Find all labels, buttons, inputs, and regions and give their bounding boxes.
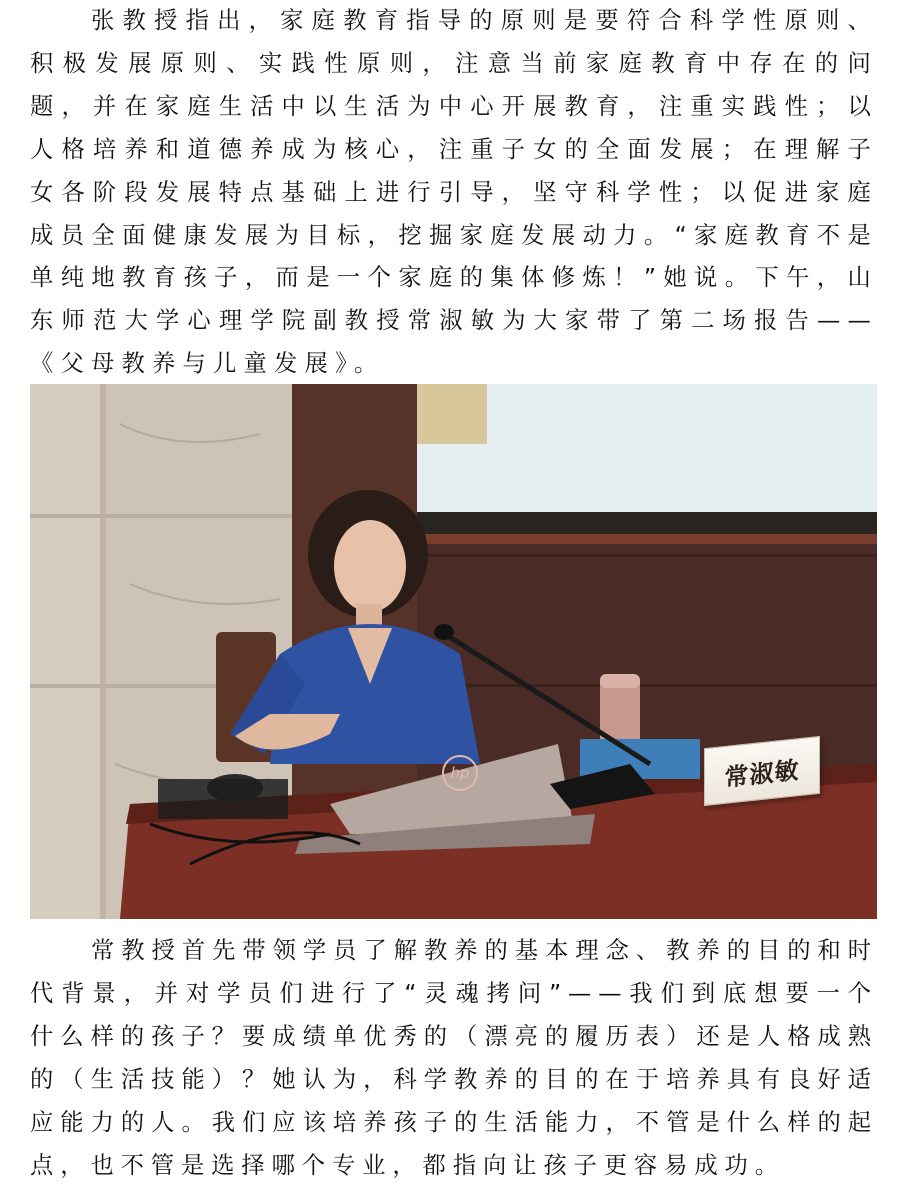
hp-logo: hp [442, 755, 478, 791]
lecture-photo [30, 384, 877, 919]
speaker-nameplate: 常淑敏 [704, 736, 820, 806]
article-paragraph-2: 常教授首先带领学员了解教养的基本理念、教养的目的和时代背景，并对学员们进行了“灵魂拷问”——我们到底想要一个什么样的孩子？要成绩单优秀的（漂亮的履历表）还是人格成熟的（生活技能）？她认为，科学教养的目的在于培养具有良好适应能力的人。我们应该培养孩子的生活能力，不管是什么样的起点，也不管是选择哪个专业，都指向让孩子更容易成功。 [30, 937, 878, 1179]
article-paragraph-1: 张教授指出，家庭教育指导的原则是要符合科学性原则、积极发展原则、实践性原则，注意当前家庭教育中存在的问题，并在家庭生活中以生活为中心开展教育，注重实践性；以人格培养和道德养成为核心，注重子女的全面发展；在理解子女各阶段发展特点基础上进行引导，坚守科学性；以促进家庭成员全面健康发展为目标，挖掘家庭发展动力。“家庭教育不是单纯地教育孩子，而是一个家庭的集体修炼！”她说。下午，山东师范大学心理学院副教授常淑敏为大家带了第二场报告——《父母教养与儿童发展》。 [30, 7, 878, 378]
